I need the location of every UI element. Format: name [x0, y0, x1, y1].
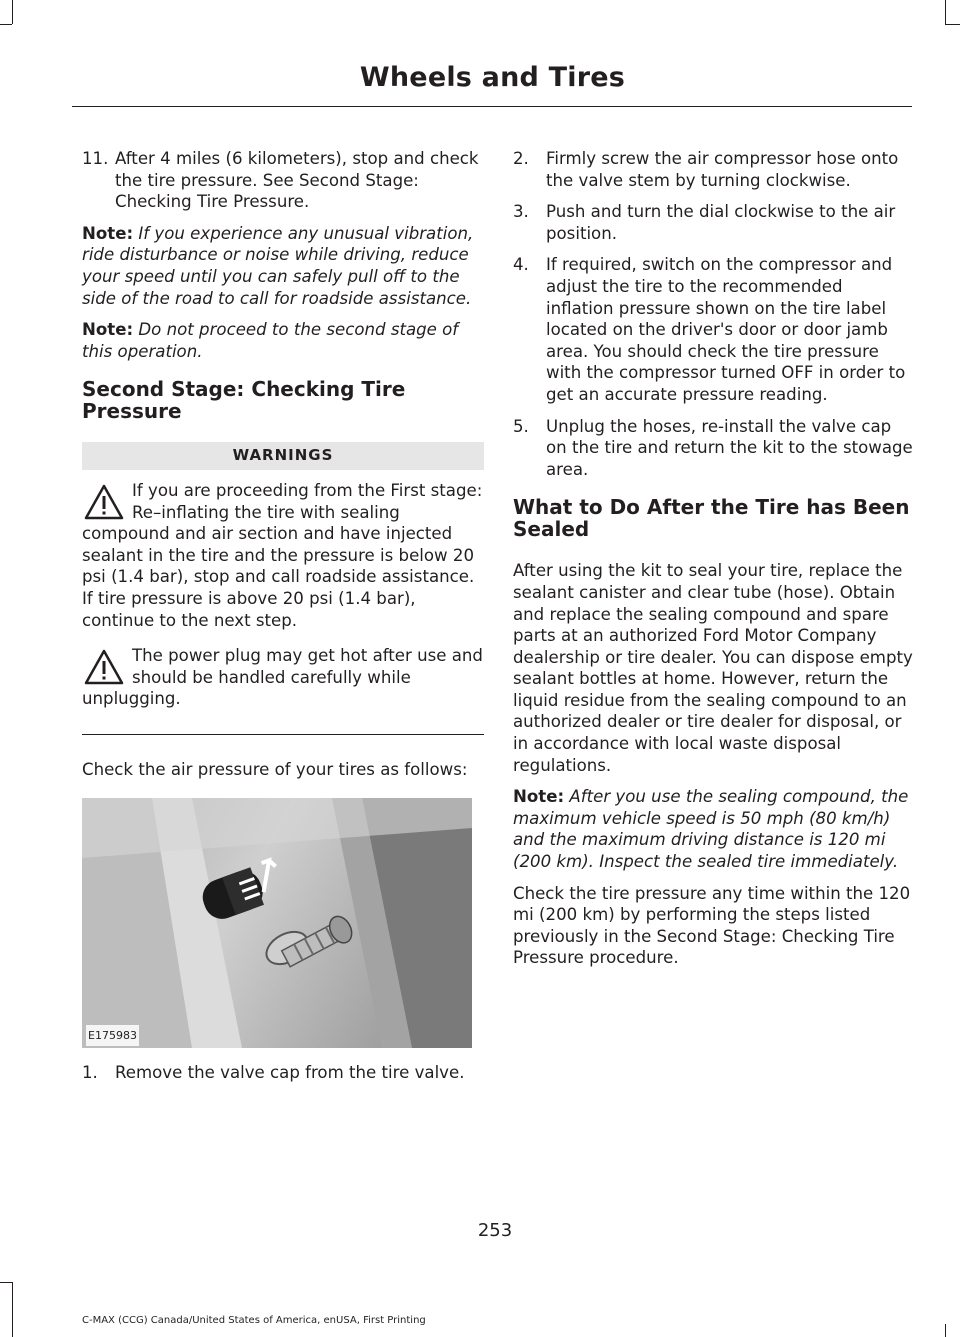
step-text: Remove the valve cap from the tire valve.: [115, 1063, 465, 1083]
step-number: 5.: [513, 416, 529, 436]
intro-text: Check the air pressure of your tires as follows:: [82, 759, 468, 779]
crop-mark: [12, 0, 13, 24]
warning-triangle-icon: [82, 482, 126, 522]
step-4: [513, 254, 915, 405]
step-text: Push and turn the dial clockwise to the air position.: [546, 202, 896, 243]
left-column: [82, 148, 484, 1094]
step-3: [513, 201, 915, 244]
tire-valve-image: [82, 798, 472, 1048]
warning-text: The power plug may get hot after use and should be handled carefully while unplugging.: [82, 646, 483, 709]
crop-mark: [945, 24, 960, 25]
step-text: Unplug the hoses, re-install the valve cap on the tire and return the kit to the stowage area.: [546, 416, 913, 479]
section-heading: What to Do After the Tire has Been Sealed: [513, 495, 910, 542]
crop-mark: [12, 1282, 13, 1337]
right-column: [513, 148, 915, 979]
body-paragraph: Check the tire pressure any time within the 120 mi (200 km) by performing the steps listed previously in the Second Stage: Checking Tire Pressure procedure.: [513, 883, 911, 968]
body-paragraph: After using the kit to seal your tire, replace the sealant canister and clear tube (hose). Obtain and replace the sealing compound and spare parts at an authorized Ford Motor Company dealership or tire dealer. You can dispose empty sealant bottles at home. However, return the liquid residue from the sealing compound to an authorized dealer or tire dealer for disposal, or in accordance with local waste disposal regulations.: [513, 561, 913, 775]
step-number: 1.: [82, 1063, 98, 1083]
crop-mark: [0, 1282, 12, 1283]
warning-item: [82, 645, 484, 720]
step-text: After 4 miles (6 kilometers), stop and check the tire pressure. See Second Stage: Checking Tire Pressure.: [115, 149, 479, 212]
figure-id: E175983: [86, 1025, 139, 1047]
crop-mark: [945, 0, 946, 24]
warning-triangle-icon: [82, 647, 126, 687]
note: [82, 223, 484, 309]
step-number: 3.: [513, 202, 529, 222]
warnings-divider: [82, 734, 484, 735]
header-divider: [72, 106, 912, 107]
footer-edition: C-MAX (CCG) Canada/United States of America, enUSA, First Printing: [82, 1315, 426, 1326]
warning-item: [82, 480, 484, 631]
valve-cap-illustration: [82, 798, 472, 1048]
note-label: Note:: [82, 223, 134, 243]
step-number: 2.: [513, 149, 529, 168]
step-number: 4.: [513, 255, 529, 275]
note-label: Note:: [82, 320, 134, 340]
warnings-title: WARNINGS: [82, 442, 484, 470]
page-number: 253: [477, 1220, 513, 1241]
crop-mark: [945, 1324, 946, 1337]
step-number: 11.: [82, 149, 109, 168]
warning-text: If you are proceeding from the First stage: Re–inflating the tire with sealing compound and air section and have injected sealant in the tire and the pressure is below 20 psi (1.4 bar), stop and call roadside assistance. If tire pressure is above 20 psi (1.4 bar), continue to the next step.: [82, 480, 483, 630]
step-text: Firmly screw the air compressor hose onto the valve stem by turning clockwise.: [546, 149, 899, 190]
section-heading: Second Stage: Checking Tire Pressure: [82, 377, 406, 424]
step-2: [513, 148, 915, 191]
step-1: [82, 1062, 484, 1084]
note-label: Note:: [513, 787, 565, 807]
note: [513, 786, 915, 872]
page-title: Wheels and Tires: [359, 62, 625, 93]
step-11: [82, 148, 484, 213]
step-text: If required, switch on the compressor and adjust the tire to the recommended inflation pressure shown on the tire label located on the driver's door or door jamb area. You should check the tire pressure with the compressor turned OFF in order to get an accurate pressure reading.: [546, 255, 906, 404]
step-5: [513, 416, 915, 481]
crop-mark: [0, 24, 12, 25]
note-text: After you use the sealing compound, the maximum vehicle speed is 50 mph (80 km/h) and the maximum driving distance is 120 mi (200 km). Inspect the sealed tire immediately.: [513, 787, 909, 872]
note: [82, 319, 484, 362]
note-text: If you experience any unusual vibration, ride disturbance or noise while driving, reduce your speed until you can safely pull off to the side of the road to call for roadside assistance.: [82, 223, 474, 308]
note-text: Do not proceed to the second stage of this operation.: [82, 320, 459, 361]
